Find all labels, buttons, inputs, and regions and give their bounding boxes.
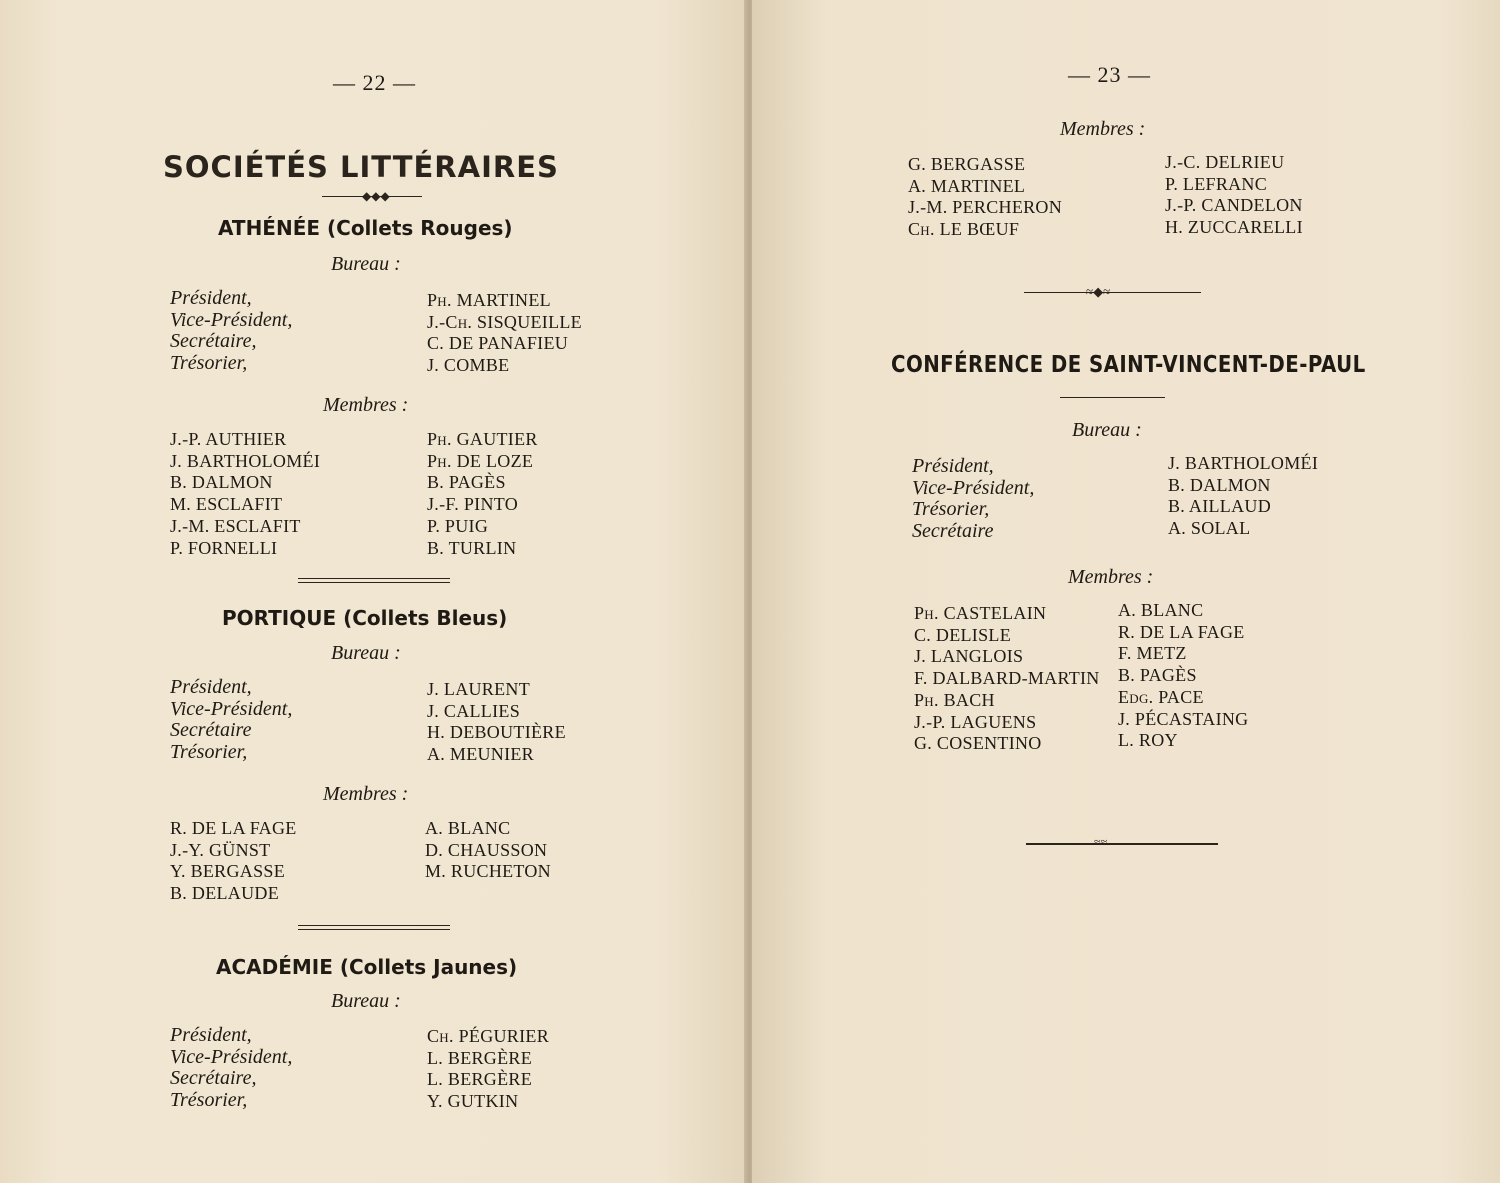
role: Secrétaire — [170, 719, 252, 742]
role: Secrétaire — [912, 520, 994, 543]
member-name: P. FORNELLI — [170, 537, 278, 558]
member-name: Ch. LE BŒUF — [908, 219, 1020, 240]
section-heading-athenee: ATHÉNÉE (Collets Rouges) — [218, 216, 513, 240]
member-name: A. BLANC — [1118, 600, 1204, 620]
member-name: J.-P. CANDELON — [1165, 195, 1303, 216]
member-name: A. BLANC — [425, 818, 511, 838]
role: Président, — [170, 287, 252, 309]
role: Trésorier, — [170, 1089, 248, 1112]
bureau-roles — [170, 1025, 292, 1112]
page-number-right: — 23 — — [1068, 62, 1151, 87]
member-name: B. DELAUDE — [170, 883, 279, 904]
officer-name: J. CALLIES — [427, 700, 520, 721]
bureau-officers — [427, 679, 566, 766]
role: Trésorier, — [170, 741, 248, 764]
officer-name: J. BARTHOLOMÉI — [1168, 453, 1319, 473]
member-name: A. MARTINEL — [908, 175, 1026, 196]
officer-name: L. BERGÈRE — [427, 1069, 532, 1090]
member-name: M. ESCLAFIT — [170, 494, 283, 515]
section-heading-academie: ACADÉMIE (Collets Jaunes) — [216, 955, 518, 979]
page-title: SOCIÉTÉS LITTÉRAIRES — [163, 150, 559, 184]
heading-underline — [1060, 397, 1165, 398]
members-column-2 — [1165, 152, 1303, 239]
membres-label: Membres : — [1060, 118, 1146, 140]
members-column-2 — [427, 429, 538, 559]
member-name: Ph. DE LOZE — [427, 450, 534, 471]
member-name: G. BERGASSE — [908, 154, 1026, 174]
member-name: B. PAGÈS — [1118, 665, 1197, 686]
members-column-1 — [908, 154, 1062, 241]
bureau-label: Bureau : — [331, 990, 401, 1012]
member-name: R. DE LA FAGE — [1118, 621, 1245, 642]
section-heading-portique: PORTIQUE (Collets Bleus) — [222, 606, 508, 630]
member-name: F. DALBARD-MARTIN — [914, 668, 1100, 689]
officer-name: H. DEBOUTIÈRE — [427, 722, 566, 743]
role: Président, — [170, 1024, 252, 1046]
member-name: H. ZUCCARELLI — [1165, 217, 1303, 238]
member-name: P. PUIG — [427, 515, 489, 536]
role: Trésorier, — [912, 498, 990, 521]
members-column-1 — [170, 818, 297, 905]
member-name: J. PÉCASTAING — [1118, 708, 1249, 729]
member-name: C. DELISLE — [914, 624, 1011, 645]
member-name: F. METZ — [1118, 643, 1187, 664]
member-name: J.-Y. GÜNST — [170, 839, 271, 860]
bureau-officers — [427, 1026, 549, 1113]
member-name: G. COSENTINO — [914, 733, 1042, 754]
membres-label: Membres : — [1068, 566, 1154, 588]
page-number-left: — 22 — — [333, 70, 416, 95]
officer-name: J. COMBE — [427, 355, 510, 376]
officer-name: J.-Ch. SISQUEILLE — [427, 311, 582, 332]
member-name: Ph. GAUTIER — [427, 429, 538, 449]
member-name: R. DE LA FAGE — [170, 818, 297, 838]
member-name: J.-P. AUTHIER — [170, 429, 287, 449]
bureau-label: Bureau : — [1072, 419, 1142, 441]
member-name: J.-C. DELRIEU — [1165, 152, 1285, 172]
member-name: D. CHAUSSON — [425, 839, 548, 860]
officer-name: A. SOLAL — [1168, 518, 1251, 539]
members-column-1 — [914, 603, 1100, 755]
member-name: Ph. BACH — [914, 689, 995, 710]
officer-name: J. LAURENT — [427, 679, 530, 699]
member-name: J. LANGLOIS — [914, 646, 1024, 667]
member-name: J.-F. PINTO — [427, 494, 519, 515]
divider-ornament: ≈◆≈ — [1086, 284, 1111, 299]
end-divider — [1026, 843, 1218, 845]
role: Trésorier, — [170, 352, 248, 375]
member-name: Ph. CASTELAIN — [914, 603, 1047, 623]
role: Président, — [912, 455, 994, 477]
bureau-label: Bureau : — [331, 642, 401, 664]
members-column-2 — [425, 818, 551, 883]
members-column-2 — [1118, 600, 1248, 752]
role: Secrétaire, — [170, 1067, 257, 1090]
bureau-roles — [912, 456, 1034, 543]
role: Président, — [170, 676, 252, 698]
bureau-label: Bureau : — [331, 253, 401, 275]
right-page — [752, 0, 1500, 1183]
membres-label: Membres : — [323, 783, 409, 805]
officer-name: C. DE PANAFIEU — [427, 333, 569, 354]
member-name: Edg. PACE — [1118, 686, 1204, 707]
member-name: P. LEFRANC — [1165, 173, 1268, 194]
section-divider — [298, 578, 450, 583]
left-page — [0, 0, 748, 1183]
officer-name: Y. GUTKIN — [427, 1091, 519, 1112]
officer-name: B. AILLAUD — [1168, 496, 1271, 517]
member-name: J. BARTHOLOMÉI — [170, 450, 321, 471]
membres-label: Membres : — [323, 394, 409, 416]
officer-name: Ch. PÉGURIER — [427, 1026, 549, 1046]
member-name: B. TURLIN — [427, 537, 517, 558]
ornamental-divider — [1024, 292, 1201, 293]
member-name: J.-M. PERCHERON — [908, 197, 1063, 218]
bureau-roles — [170, 288, 292, 375]
member-name: Y. BERGASSE — [170, 861, 286, 882]
bureau-officers — [1168, 453, 1318, 540]
role: Vice-Président, — [912, 476, 1035, 499]
member-name: L. ROY — [1118, 730, 1178, 751]
end-ornament: ≈≈ — [1094, 835, 1108, 849]
title-ornament: ◆◆◆ — [362, 189, 390, 203]
section-divider — [298, 925, 450, 930]
bureau-officers — [427, 290, 582, 377]
role: Vice-Président, — [170, 308, 293, 331]
member-name: B. DALMON — [170, 472, 273, 493]
member-name: J.-M. ESCLAFIT — [170, 515, 301, 536]
officer-name: Ph. MARTINEL — [427, 290, 551, 310]
role: Secrétaire, — [170, 330, 257, 353]
officer-name: A. MEUNIER — [427, 744, 534, 765]
member-name: B. PAGÈS — [427, 472, 506, 493]
officer-name: L. BERGÈRE — [427, 1047, 532, 1068]
members-column-1 — [170, 429, 320, 559]
member-name: M. RUCHETON — [425, 861, 551, 882]
section-heading-conference: CONFÉRENCE DE SAINT-VINCENT-DE-PAUL — [891, 352, 1366, 378]
bureau-roles — [170, 677, 292, 764]
role: Vice-Président, — [170, 697, 293, 720]
officer-name: B. DALMON — [1168, 474, 1271, 495]
member-name: J.-P. LAGUENS — [914, 711, 1037, 732]
role: Vice-Président, — [170, 1045, 293, 1068]
